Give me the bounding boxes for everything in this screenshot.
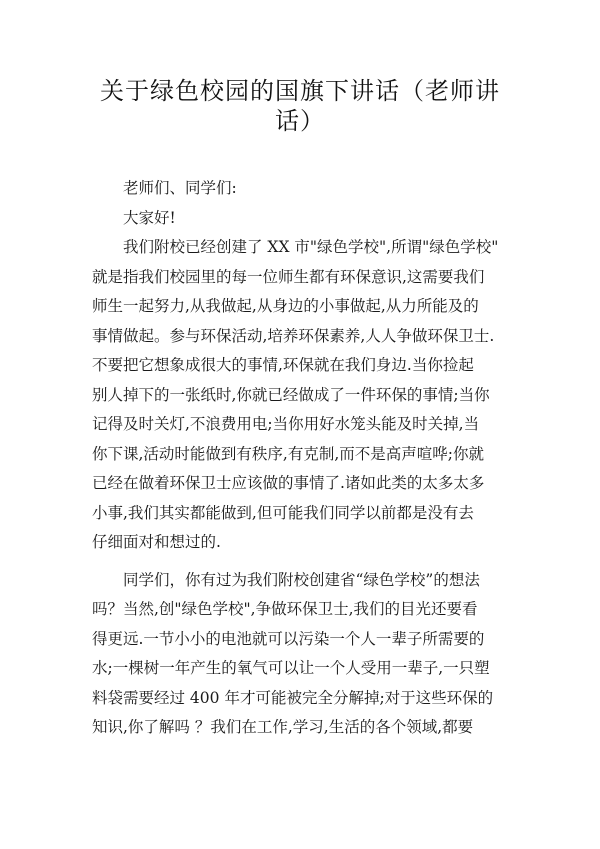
document-body <box>92 174 512 743</box>
paragraph-1 <box>92 233 512 558</box>
paragraph-1-line: 师生一起努力,从我做起,从身边的小事做起,从力所能及的 <box>92 297 479 315</box>
paragraph-1-line: 事情做起。参与环保活动,培养环保素养,人人争做环保卫士. <box>92 326 495 345</box>
paragraph-2 <box>92 566 512 743</box>
paragraph-1-line: 别人掉下的一张纸时,你就已经做成了一件环保的事情;当你 <box>92 385 490 404</box>
paragraph-2-line: 同学们，你有过为我们附校创建省“绿色学校”的想法 <box>123 570 480 589</box>
document-title <box>80 74 520 133</box>
paragraph-2-line: 得更远.一节小小的电池就可以污染一个人一辈子所需要的 <box>92 629 485 648</box>
paragraph-1-line: 记得及时关灯,不浪费用电;当你用好水笼头能及时关掉,当 <box>92 415 480 433</box>
paragraph-1-line: 已经在做着环保卫士应该做的事情了.诸如此类的太多太多 <box>92 474 485 492</box>
paragraph-spacer <box>92 558 512 566</box>
title-line-1: 关于绿色校园的国旗下讲话（老师讲 <box>100 77 500 105</box>
paragraph-1-line: 仔细面对和想过的. <box>92 533 221 551</box>
paragraph-2-line: 吗？当然,创"绿色学校",争做环保卫士,我们的目光还要看 <box>92 600 478 618</box>
paragraph-2-line: 水;一棵树一年产生的氧气可以让一个人受用一辈子,一只塑 <box>92 659 490 677</box>
paragraph-1-line: 我们附校已经创建了 XX 市"绿色学校",所谓"绿色学校" <box>123 238 499 256</box>
paragraph-1-line: 小事,我们其实都能做到,但可能我们同学以前都是没有去 <box>92 503 474 522</box>
paragraph-1-line: 你下课,活动时能做到有秩序,有克制,而不是高声喧哗;你就 <box>92 444 485 463</box>
salutation: 老师们、同学们: <box>123 179 237 197</box>
paragraph-1-line: 不要把它想象成很大的事情,环保就在我们身边.当你捡起 <box>92 356 474 374</box>
greeting: 大家好! <box>123 208 176 227</box>
paragraph-2-line: 知识,你了解吗 ？我们在工作,学习,生活的各个领域,都要 <box>92 718 474 736</box>
paragraph-1-line: 就是指我们校园里的每一位师生都有环保意识,这需要我们 <box>92 267 485 286</box>
title-line-2: 话） <box>275 106 325 135</box>
paragraph-2-line: 料袋需要经过 400 年才可能被完全分解掉;对于这些环保的 <box>92 688 494 707</box>
